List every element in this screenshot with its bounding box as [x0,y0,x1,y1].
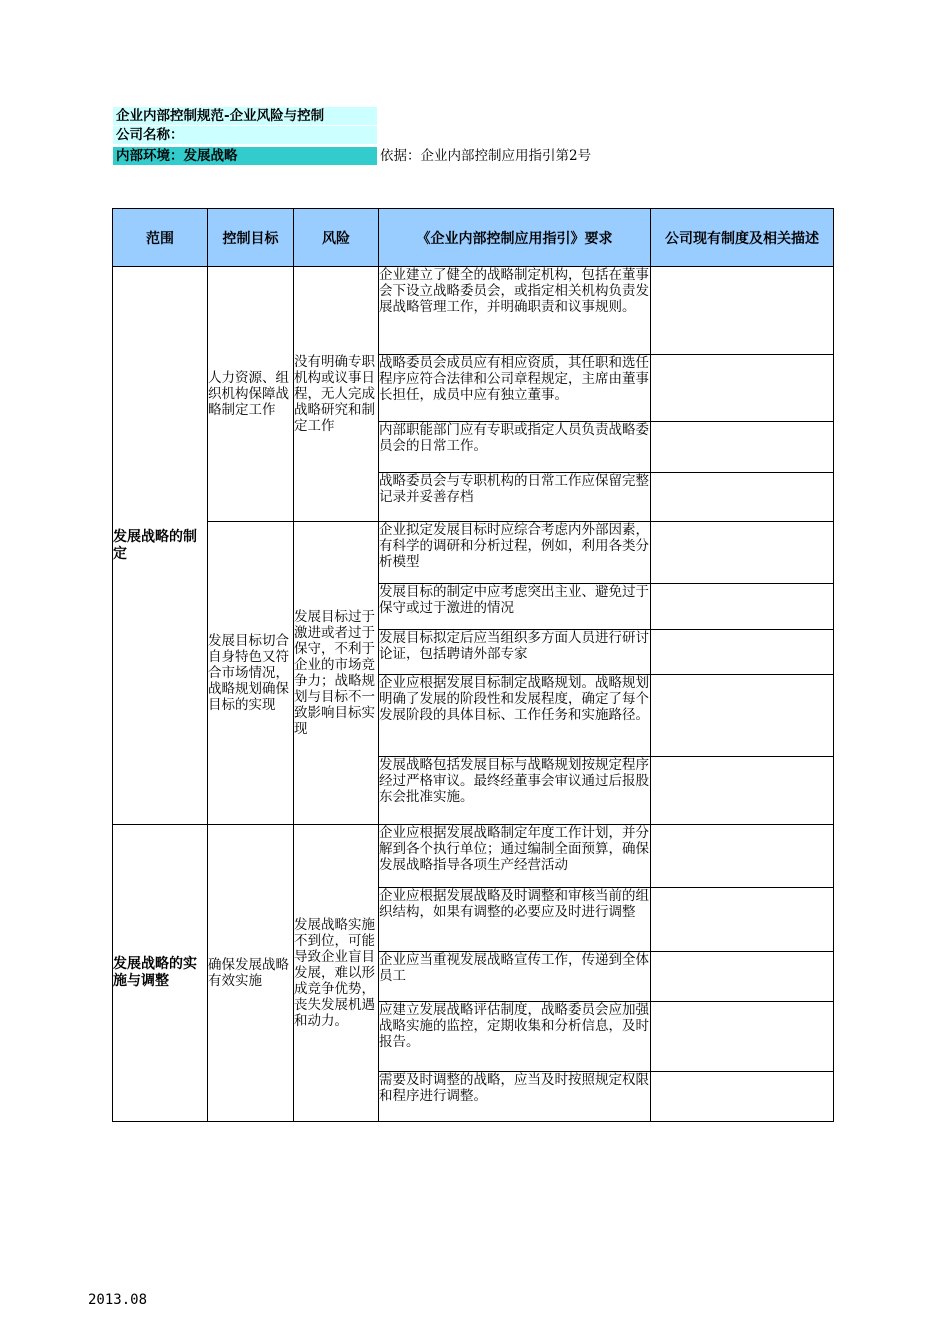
requirement-cell: 企业应根据发展战略制定年度工作计划，并分解到各个执行单位；通过编制全面预算，确保发展战略指导各项生产经营活动 [379,825,651,888]
requirement-cell: 企业建立了健全的战略制定机构，包括在董事会下设立战略委员会，或指定相关机构负责发展战略管理工作，并明确职责和议事规则。 [379,267,651,355]
column-header-risk: 风险 [294,209,379,267]
control-table [112,208,834,1122]
footer-date: 2013.08 [88,1292,148,1308]
table-header-row [113,209,834,267]
column-header-scope: 范围 [113,209,208,267]
company-description-cell[interactable] [651,1002,834,1072]
column-header-objective: 控制目标 [208,209,294,267]
requirement-cell: 企业应根据发展目标制定战略规划。战略规划明确了发展的阶段性和发展程度，确定了每个发展阶段的具体目标、工作任务和实施路径。 [379,675,651,757]
risk-cell: 没有明确专职机构或议事日程，无人完成战略研究和制定工作 [294,267,379,522]
requirement-cell: 发展目标的制定中应考虑突出主业、避免过于保守或过于激进的情况 [379,584,651,630]
requirement-cell: 战略委员会与专职机构的日常工作应保留完整记录并妥善存档 [379,473,651,522]
company-description-cell[interactable] [651,888,834,952]
column-header-company-description: 公司现有制度及相关描述 [651,209,834,267]
objective-cell: 发展目标切合自身特色又符合市场情况，战略规划确保目标的实现 [208,522,294,825]
requirement-cell: 需要及时调整的战略，应当及时按照规定权限和程序进行调整。 [379,1072,651,1122]
requirement-cell: 发展目标拟定后应当组织多方面人员进行研讨论证，包括聘请外部专家 [379,630,651,675]
risk-cell: 发展目标过于激进或者过于保守，不利于企业的市场竞争力；战略规划与目标不一致影响目标实现 [294,522,379,825]
company-description-cell[interactable] [651,825,834,888]
section-label: 内部环境：发展战略 [113,147,377,165]
company-description-cell[interactable] [651,473,834,522]
company-description-cell[interactable] [651,422,834,473]
requirement-cell: 企业拟定发展目标时应综合考虑内外部因素，有科学的调研和分析过程，例如，利用各类分析模型 [379,522,651,584]
table-row [113,825,834,888]
company-description-cell[interactable] [651,267,834,355]
requirement-cell: 企业应当重视发展战略宣传工作，传递到全体员工 [379,952,651,1002]
table-row [113,522,834,584]
requirement-cell: 应建立发展战略评估制度，战略委员会应加强战略实施的监控，定期收集和分析信息，及时报告。 [379,1002,651,1072]
company-name-label: 公司名称： [113,126,377,144]
scope-cell: 发展战略的制定 [113,267,208,825]
risk-cell: 发展战略实施不到位，可能导致企业盲目发展，难以形成竞争优势，丧失发展机遇和动力。 [294,825,379,1122]
company-description-cell[interactable] [651,355,834,422]
basis-reference: 依据：企业内部控制应用指引第2号 [380,148,592,164]
company-description-cell[interactable] [651,584,834,630]
company-description-cell[interactable] [651,675,834,757]
document-title: 企业内部控制规范-企业风险与控制 [113,107,377,125]
company-description-cell[interactable] [651,1072,834,1122]
company-description-cell[interactable] [651,522,834,584]
objective-cell: 确保发展战略有效实施 [208,825,294,1122]
column-header-requirement: 《企业内部控制应用指引》要求 [379,209,651,267]
requirement-cell: 企业应根据发展战略及时调整和审核当前的组织结构，如果有调整的必要应及时进行调整 [379,888,651,952]
scope-cell: 发展战略的实施与调整 [113,825,208,1122]
table-row [113,267,834,355]
company-description-cell[interactable] [651,757,834,825]
requirement-cell: 发展战略包括发展目标与战略规划按规定程序经过严格审议。最终经董事会审议通过后报股东会批准实施。 [379,757,651,825]
requirement-cell: 战略委员会成员应有相应资质，其任职和选任程序应符合法律和公司章程规定，主席由董事长担任，成员中应有独立董事。 [379,355,651,422]
objective-cell: 人力资源、组织机构保障战略制定工作 [208,267,294,522]
requirement-cell: 内部职能部门应有专职或指定人员负责战略委员会的日常工作。 [379,422,651,473]
company-description-cell[interactable] [651,952,834,1002]
company-description-cell[interactable] [651,630,834,675]
